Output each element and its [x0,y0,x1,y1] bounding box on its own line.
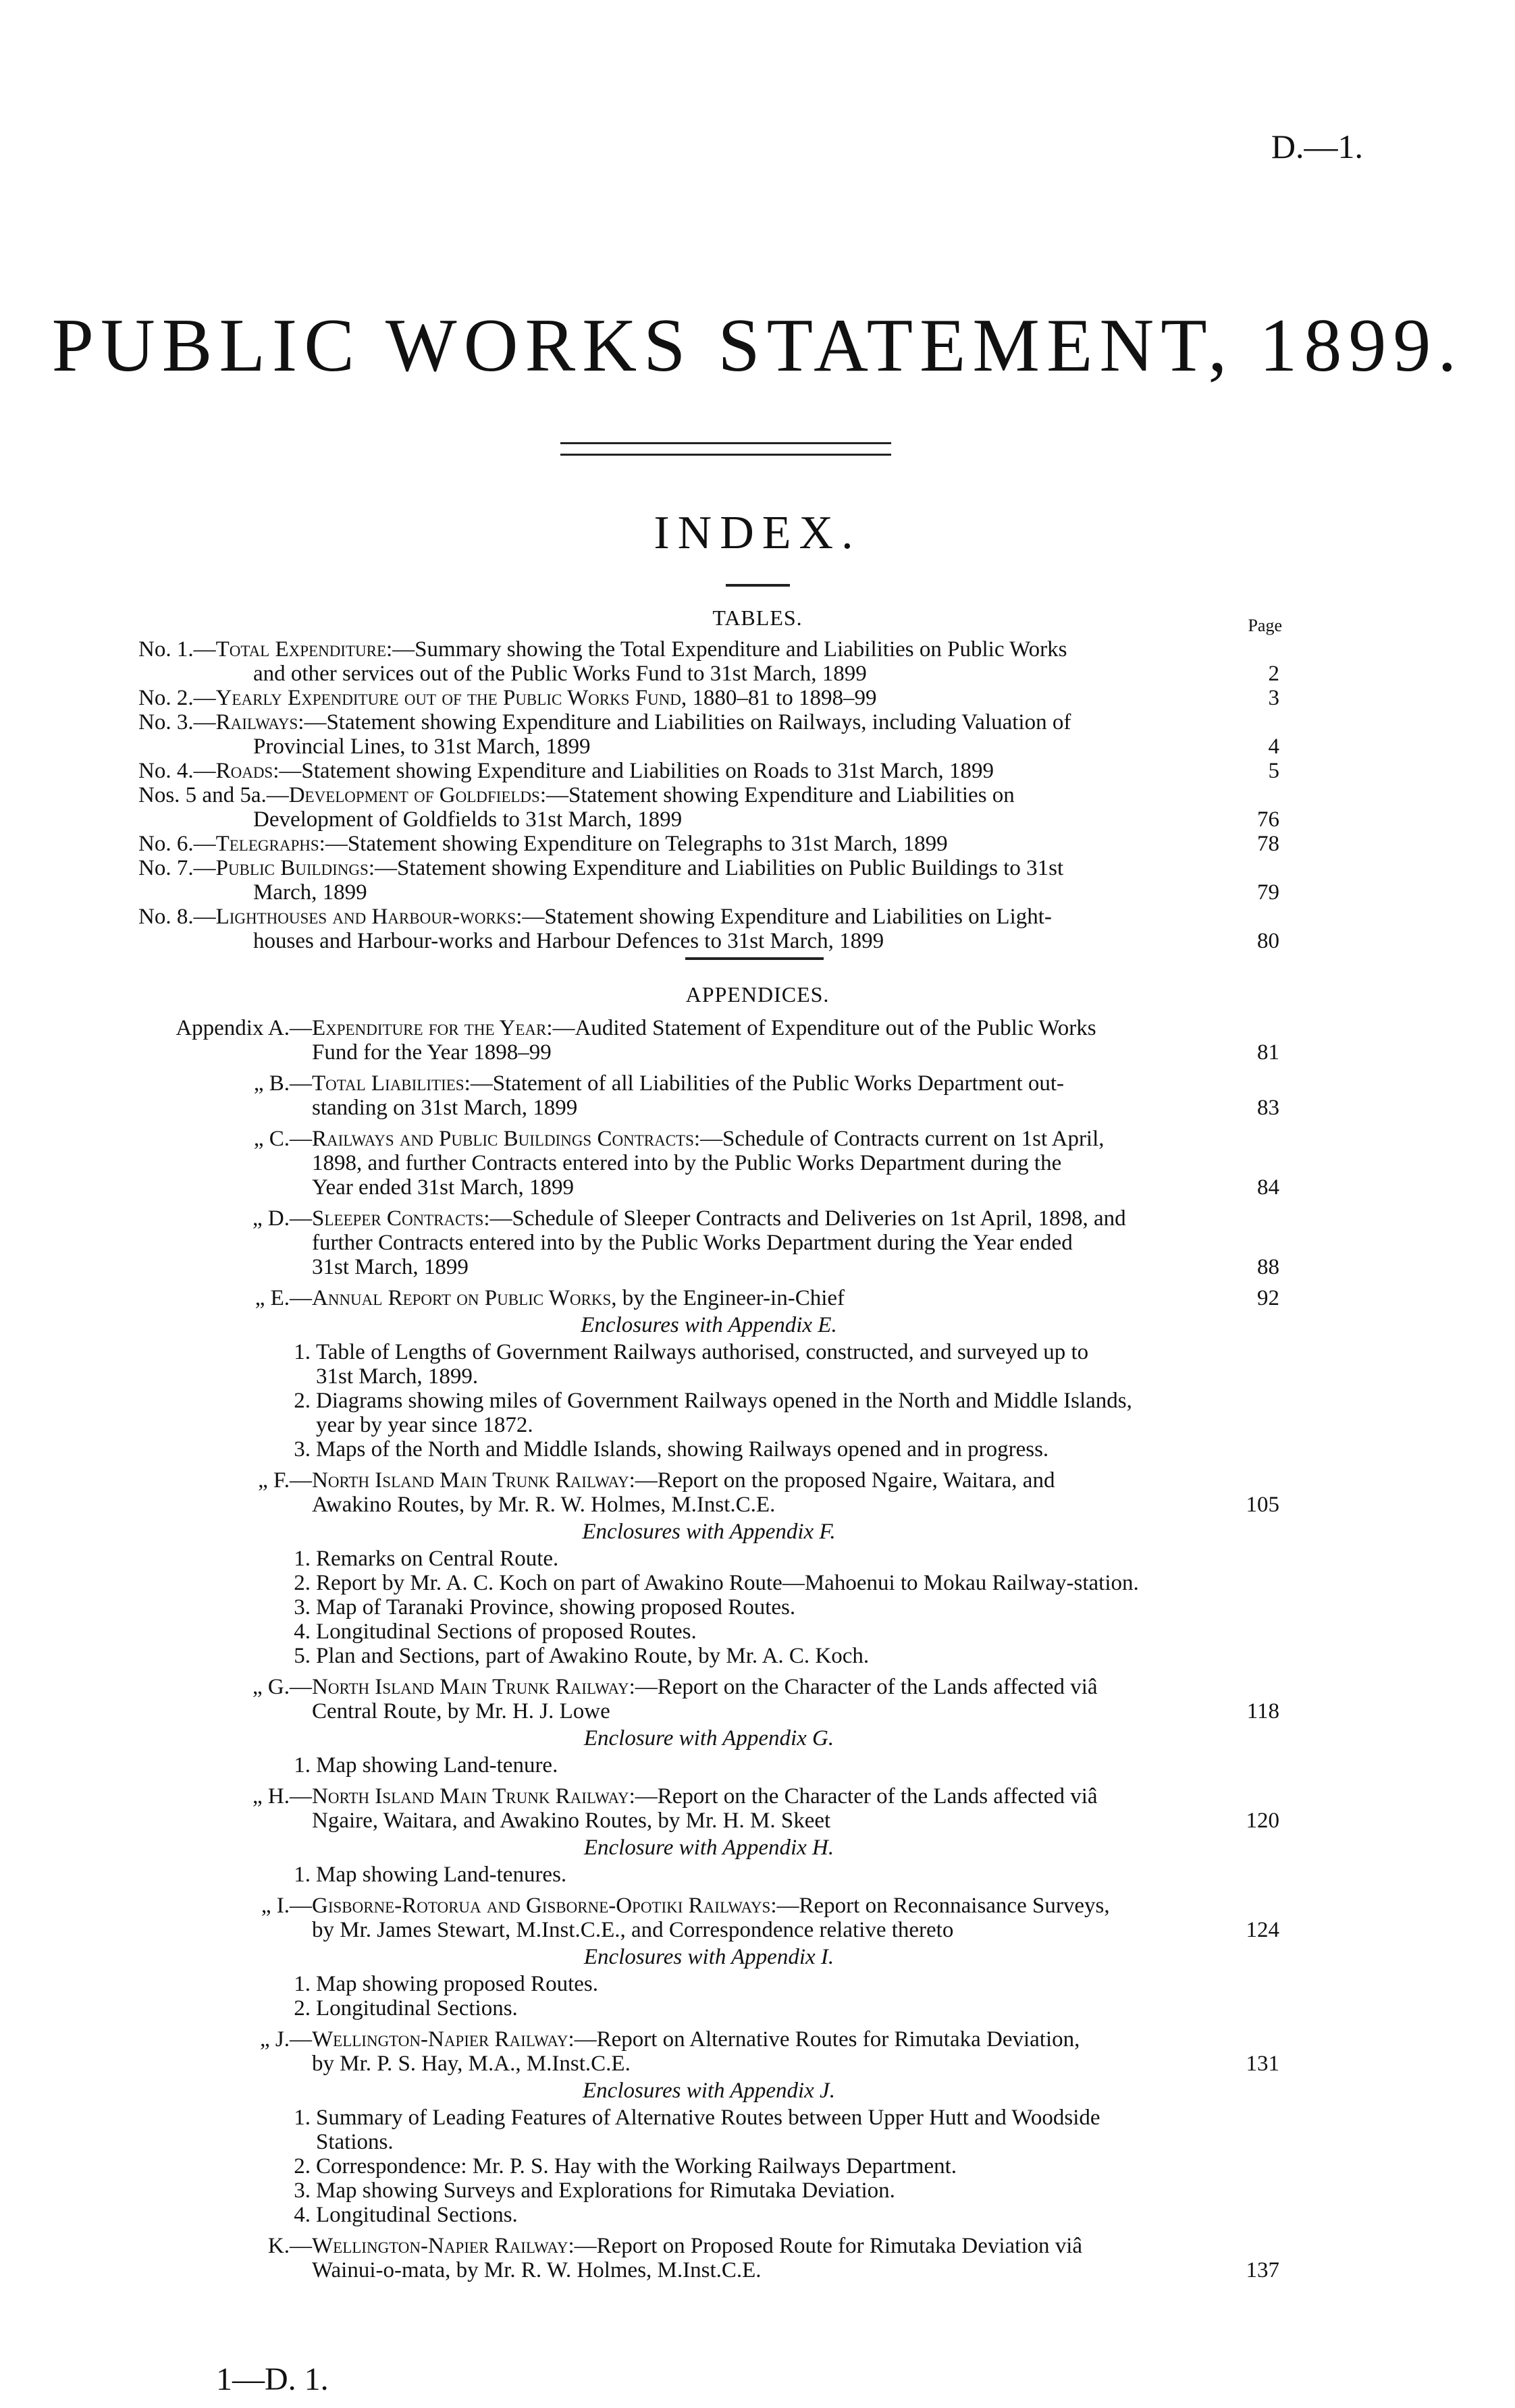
appendix-label: „ J.— [260,2027,312,2052]
entry-description: :—Summary showing the Total Expenditure and Liabilities on Public Works [386,637,1067,662]
appendix-entry-line [138,2027,1219,2052]
enclosure-number: 2. [294,2154,311,2178]
table-entry [138,905,1279,953]
entry-subject: Yearly Expenditure out of the Public Works Fund [215,686,681,710]
page-number: 131 [1246,2052,1279,2076]
enclosure-number: 4. [294,2203,311,2227]
appendix-label: „ D.— [252,1206,312,1231]
enclosure-item [138,1340,1279,1364]
entry-subject: Total Expenditure [215,637,387,662]
page-number: 84 [1257,1175,1279,1200]
entry-subject: Development of Goldfields [288,783,540,807]
page-title: PUBLIC WORKS STATEMENT, 1899. [51,304,1464,387]
table-entry-line [138,662,1219,686]
appendix-entry [138,1016,1279,1065]
appendix-subject: Wellington-Napier Railway [312,2234,568,2258]
document-reference: D.—1. [1271,128,1363,165]
enclosure-item [138,1547,1279,1571]
enclosure-number: 4. [294,1620,311,1644]
appendix-label: „ C.— [253,1127,312,1151]
page-number: 83 [1257,1096,1279,1120]
table-entry-line [138,710,1219,734]
table-entry [138,637,1279,686]
entry-spacer [138,1279,1279,1286]
enclosure-text: Correspondence: Mr. P. S. Hay with the Working Railways Department. [316,2154,957,2178]
enclosure-item [138,2178,1279,2203]
table-entry [138,856,1279,905]
entry-spacer [138,2227,1279,2234]
appendix-label: Appendix A.— [176,1016,312,1040]
enclosure-heading: Enclosures with Appendix J. [583,2079,835,2103]
page-number: 5 [1268,759,1279,783]
entry-text: houses and Harbour-works and Harbour Defences to 31st March, 1899 [253,929,884,953]
enclosure-heading: Enclosure with Appendix G. [583,1726,834,1750]
appendix-entry [138,1206,1279,1279]
appendix-subject: Gisborne-Rotorua and Gisborne-Opotiki Railways [312,1894,771,1918]
enclosure-text: 31st March, 1899. [316,1364,479,1389]
enclosure-number: 3. [294,2178,311,2203]
entry-subject: Roads [215,759,273,783]
appendix-entry-line [138,1286,1219,1310]
enclosure-text: Map showing proposed Routes. [316,1972,598,1996]
page-number: 105 [1246,1493,1279,1517]
table-entry-line [138,783,1219,807]
entry-description: :—Statement showing Expenditure and Liabilities on [539,783,1015,807]
enclosure-number: 2. [294,1389,311,1413]
table-entry-line [138,929,1219,953]
enclosure-number: 1. [294,1753,311,1777]
appendix-entry-line [138,1468,1219,1493]
page-signature: 1—D. 1. [216,2361,329,2397]
table-entry [138,710,1279,759]
appendix-label: „ G.— [252,1675,312,1699]
enclosure-text: Longitudinal Sections. [316,1996,518,2021]
table-entry-line [138,905,1219,929]
page-number: 76 [1257,807,1279,832]
enclosure-text: Diagrams showing miles of Government Railways opened in the North and Middle Islands, [316,1389,1132,1413]
enclosure-number: 3. [294,1595,311,1620]
appendix-description: :—Schedule of Contracts current on 1st April, [693,1127,1105,1151]
appendix-entry-line: Year ended 31st March, 1899 [312,1175,574,1200]
appendix-subject: Sleeper Contracts [312,1206,484,1231]
entry-description: :—Statement showing Expenditure and Liabilities on Public Buildings to 31st [368,856,1064,880]
entry-description: :—Statement showing Expenditure and Liabilities on Railways, including Valuation of [298,710,1071,734]
appendix-subject: Total Liabilities [312,1071,464,1096]
appendix-description: :—Audited Statement of Expenditure out of the Public Works [546,1016,1096,1040]
table-entry-line [138,880,1219,905]
enclosure-item [138,1437,1279,1462]
enclosure-item [138,1620,1279,1644]
appendix-subject: Railways and Public Buildings Contracts [312,1127,694,1151]
appendix-entry [138,1071,1279,1120]
appendix-description: :—Schedule of Sleeper Contracts and Deliveries on 1st April, 1898, and [483,1206,1126,1231]
appendix-label: „ B.— [253,1071,312,1096]
appendix-entry-line [138,1016,1219,1040]
appendix-label: „ E.— [255,1286,312,1310]
appendix-entry-line [138,2234,1219,2258]
index-divider [726,584,790,587]
page-number: 4 [1268,734,1279,759]
entry-text: Development of Goldfields to 31st March, 1899 [253,807,683,832]
enclosure-item [138,1595,1279,1620]
appendix-entry [138,2027,1279,2076]
entry-description: , 1880–81 to 1898–99 [681,686,877,710]
appendix-entry-line [138,1206,1219,1231]
appendix-label: „ I.— [261,1894,312,1918]
enclosure-text: Report by Mr. A. C. Koch on part of Awakino Route—Mahoenui to Mokau Railway-station. [316,1571,1139,1595]
enclosure-text: Table of Lengths of Government Railways authorised, constructed, and surveyed up to [316,1340,1089,1364]
table-entry-line [138,832,1219,856]
entry-spacer [138,1462,1279,1468]
appendix-entry-line: Fund for the Year 1898–99 [312,1040,552,1065]
enclosure-number: 1. [294,1547,311,1571]
enclosure-item [138,1571,1279,1595]
appendix-subject: Annual Report on Public Works [312,1286,612,1310]
appendix-description: :—Report on the Character of the Lands affected viâ [629,1675,1098,1699]
appendix-entry-line: by Mr. P. S. Hay, M.A., M.Inst.C.E. [312,2052,631,2076]
entry-number: No. 2.— [138,686,216,710]
enclosure-number: 1. [294,1972,311,1996]
enclosure-item [138,1863,1279,1887]
entry-number: No. 4.— [138,759,216,783]
appendix-entry-line: Central Route, by Mr. H. J. Lowe [312,1699,610,1723]
entry-subject: Telegraphs [215,832,319,856]
entry-number: No. 8.— [138,905,216,929]
page-number: 81 [1257,1040,1279,1065]
appendix-entry-line: further Contracts entered into by the Public Works Department during the Year ended [312,1231,1073,1255]
appendix-entry-line [138,1127,1219,1151]
appendix-subject: North Island Main Trunk Railway [312,1468,629,1493]
enclosure-text: Map showing Land-tenures. [316,1863,567,1887]
enclosure-number: 1. [294,1863,311,1887]
entry-number: No. 7.— [138,856,216,880]
enclosure-number: 2. [294,1996,311,2021]
table-entry [138,686,1279,710]
entry-subject: Lighthouses and Harbour-works [215,905,516,929]
enclosure-number: 1. [294,1340,311,1364]
page-number: 118 [1246,1699,1279,1723]
enclosure-text: Plan and Sections, part of Awakino Route, by Mr. A. C. Koch. [316,1644,870,1668]
appendix-subject: North Island Main Trunk Railway [312,1784,629,1809]
entry-number: Nos. 5 and 5a.— [138,783,289,807]
appendix-entry [138,1675,1279,1723]
entry-description: :—Statement showing Expenditure on Telegraphs to 31st March, 1899 [319,832,948,856]
table-entry [138,832,1279,856]
entry-text: March, 1899 [253,880,367,905]
page-number: 79 [1257,880,1279,905]
entry-number: No. 1.— [138,637,216,662]
entry-spacer [138,2282,1279,2289]
entry-spacer [138,1777,1279,1784]
appendix-entry-line: Wainui-o-mata, by Mr. R. W. Holmes, M.Inst.C.E. [312,2258,762,2282]
appendix-entry-line: by Mr. James Stewart, M.Inst.C.E., and Correspondence relative thereto [312,1918,954,1942]
page-number: 2 [1268,662,1279,686]
enclosure-text: year by year since 1872. [316,1413,533,1437]
enclosure-item [138,1389,1279,1413]
table-entry [138,759,1279,783]
table-entry-line [138,686,1219,710]
appendix-subject: North Island Main Trunk Railway [312,1675,629,1699]
page-number: 80 [1257,929,1279,953]
appendices-heading: APPENDICES. [685,982,830,1007]
enclosure-item [138,1996,1279,2021]
tables-list [138,637,1279,953]
entry-spacer [138,1887,1279,1894]
enclosure-text: Map showing Land-tenure. [316,1753,558,1777]
appendix-description: :—Report on the Character of the Lands affected viâ [629,1784,1098,1809]
appendix-entry-line: 31st March, 1899 [312,1255,469,1279]
appendix-entry-line [138,1675,1219,1699]
section-divider [685,957,824,960]
enclosure-number: 2. [294,1571,311,1595]
tables-heading: TABLES. [712,606,803,630]
appendix-description: :—Report on Proposed Route for Rimutaka Deviation viâ [568,2234,1083,2258]
enclosure-text: Maps of the North and Middle Islands, showing Railways opened and in progress. [316,1437,1049,1462]
enclosure-text: Longitudinal Sections of proposed Routes. [316,1620,697,1644]
entry-description: :—Statement showing Expenditure and Liabilities on Light- [516,905,1052,929]
enclosure-heading: Enclosures with Appendix E. [581,1313,837,1337]
appendix-entry-line: standing on 31st March, 1899 [312,1096,578,1120]
entry-spacer [138,1120,1279,1127]
enclosure-item [138,2203,1279,2227]
enclosure-text: Remarks on Central Route. [316,1547,559,1571]
entry-description: :—Statement showing Expenditure and Liabilities on Roads to 31st March, 1899 [273,759,994,783]
entry-spacer [138,1200,1279,1206]
enclosure-item [138,1972,1279,1996]
page-number: 78 [1257,832,1279,856]
enclosure-number: 3. [294,1437,311,1462]
enclosure-item [138,2106,1279,2130]
page-column-label: Page [1248,616,1282,635]
entry-number: No. 3.— [138,710,216,734]
enclosure-text: Map showing Surveys and Explorations for Rimutaka Deviation. [316,2178,895,2203]
appendix-description: :—Report on the proposed Ngaire, Waitara, and [629,1468,1055,1493]
enclosure-heading: Enclosure with Appendix H. [583,1836,834,1860]
appendix-label: „ F.— [258,1468,312,1493]
appendices-list [138,1016,1279,2289]
enclosure-item [138,1644,1279,1668]
appendix-entry-line: Awakino Routes, by Mr. R. W. Holmes, M.Inst.C.E. [312,1493,776,1517]
title-divider [560,442,891,456]
enclosure-number: 1. [294,2106,311,2130]
entry-spacer [138,1668,1279,1675]
appendix-description: :—Report on Reconnaisance Surveys, [770,1894,1110,1918]
appendix-subject: Expenditure for the Year [312,1016,547,1040]
table-entry-line [138,856,1219,880]
appendix-entry-line [138,1784,1219,1809]
appendix-entry [138,1468,1279,1517]
page-number: 137 [1246,2258,1279,2282]
entry-text: and other services out of the Public Works Fund to 31st March, 1899 [253,662,867,686]
page-number: 3 [1268,686,1279,710]
table-entry-line [138,637,1219,662]
entry-text: Provincial Lines, to 31st March, 1899 [253,734,591,759]
appendix-label: K.— [267,2234,312,2258]
appendix-entry [138,1286,1279,1310]
enclosure-text: Longitudinal Sections. [316,2203,518,2227]
appendix-description: , by the Engineer-in-Chief [611,1286,845,1310]
appendix-description: :—Statement of all Liabilities of the Public Works Department out- [464,1071,1065,1096]
table-entry-line [138,734,1219,759]
appendix-entry-line [138,1894,1219,1918]
enclosure-text: Map of Taranaki Province, showing proposed Routes. [316,1595,796,1620]
enclosure-heading: Enclosures with Appendix F. [582,1520,836,1544]
enclosure-text: Stations. [316,2130,394,2154]
enclosure-number: 5. [294,1644,311,1668]
appendix-entry [138,1894,1279,1942]
entry-number: No. 6.— [138,832,216,856]
appendix-description: :—Report on Alternative Routes for Rimutaka Deviation, [568,2027,1080,2052]
page-number: 92 [1257,1286,1279,1310]
appendix-label: „ H.— [252,1784,312,1809]
appendix-entry [138,1127,1279,1200]
appendix-subject: Wellington-Napier Railway [312,2027,568,2052]
appendix-entry [138,1784,1279,1833]
enclosure-item [138,1753,1279,1777]
page-number: 88 [1257,1255,1279,1279]
appendix-entry-line: 1898, and further Contracts entered into by the Public Works Department during the [312,1151,1062,1175]
entry-subject: Railways [215,710,298,734]
appendix-entry-line: Ngaire, Waitara, and Awakino Routes, by Mr. H. M. Skeet [312,1809,831,1833]
entry-subject: Public Buildings [215,856,369,880]
table-entry [138,783,1279,832]
appendix-entry-line [138,1071,1219,1096]
entry-spacer [138,1065,1279,1071]
table-entry-line [138,807,1219,832]
table-entry-line [138,759,1219,783]
page-number: 124 [1246,1918,1279,1942]
enclosure-item [138,2154,1279,2178]
page-number: 120 [1246,1809,1279,1833]
enclosure-heading: Enclosures with Appendix I. [583,1945,834,1969]
entry-spacer [138,2021,1279,2027]
enclosure-text: Summary of Leading Features of Alternative Routes between Upper Hutt and Woodside [316,2106,1100,2130]
index-heading: INDEX. [654,507,861,559]
appendix-entry [138,2234,1279,2282]
